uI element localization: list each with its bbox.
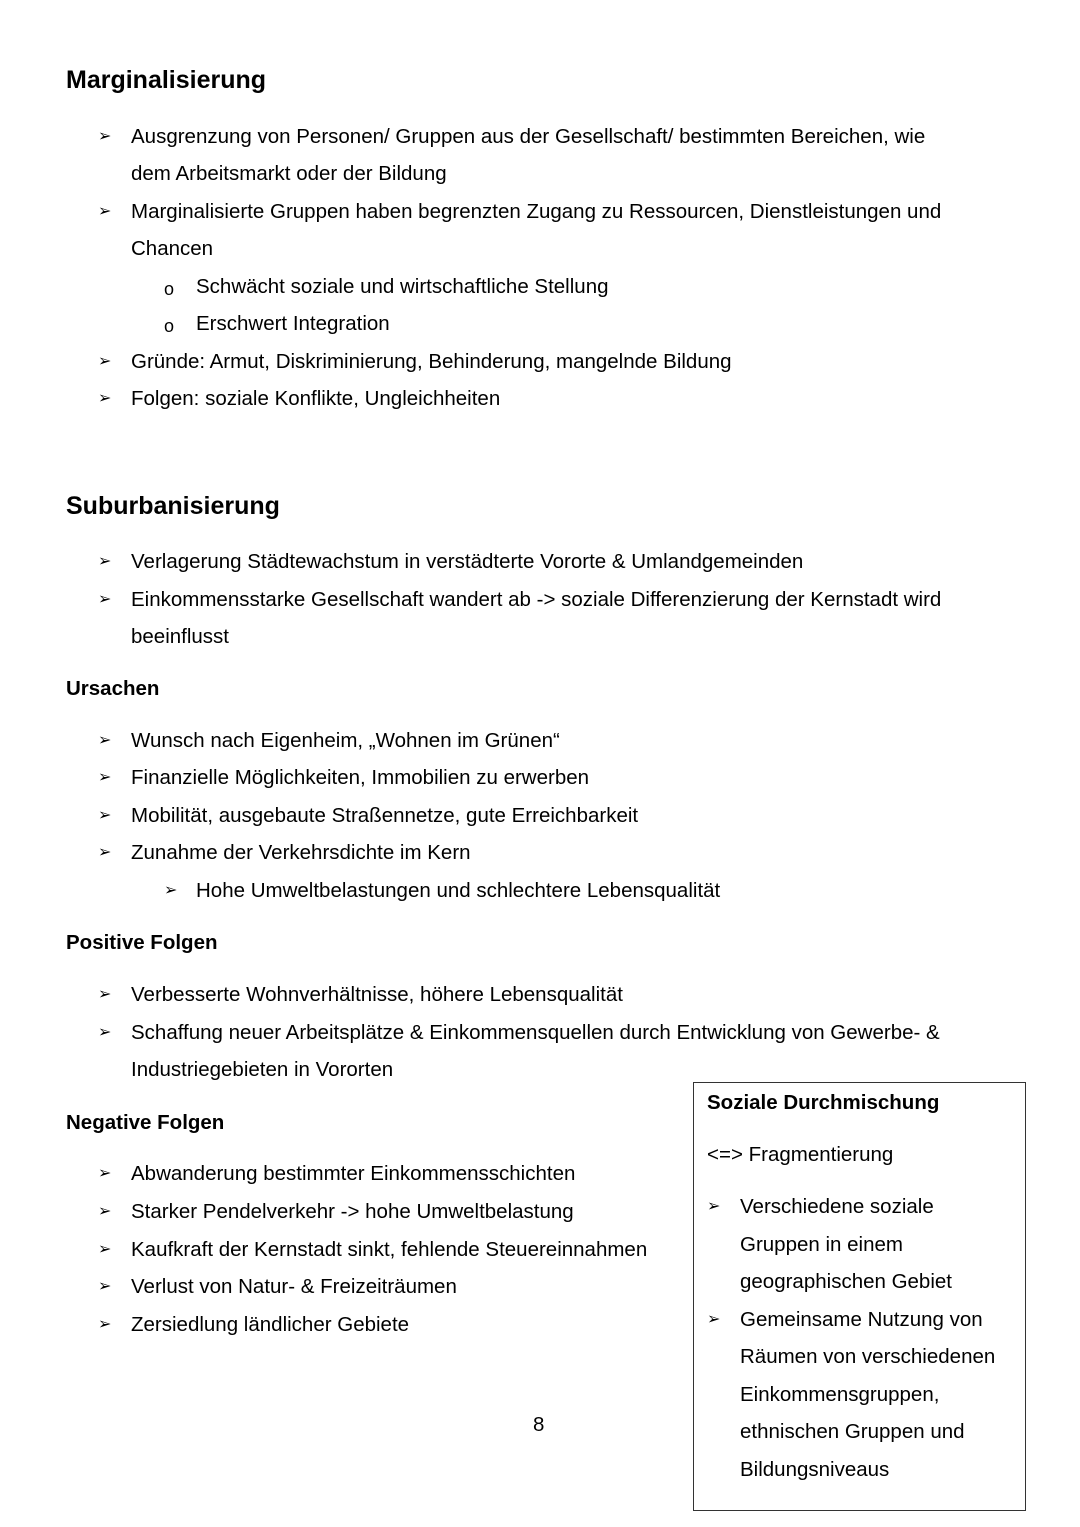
list-item: Kaufkraft der Kernstadt sinkt, fehlende Steuereinnahmen — [131, 1238, 648, 1261]
page-number: 8 — [533, 1413, 545, 1436]
arrow-bullet-icon: ➢ — [98, 1316, 112, 1333]
section-title-marginalisierung: Marginalisierung — [66, 66, 267, 94]
box-item-line: geographischen Gebiet — [740, 1270, 952, 1293]
arrow-bullet-icon: ➢ — [98, 1203, 112, 1220]
list-item: Verlust von Natur- & Freizeiträumen — [131, 1275, 457, 1298]
arrow-bullet-icon: ➢ — [98, 591, 112, 608]
box-subtitle: <=> Fragmentierung — [707, 1143, 894, 1166]
list-item-line: Gründe: Armut, Diskriminierung, Behinderung, mangelnde Bildung — [131, 350, 732, 373]
arrow-bullet-icon: ➢ — [98, 807, 112, 824]
subheading-negative-folgen: Negative Folgen — [66, 1111, 225, 1134]
subheading-ursachen: Ursachen — [66, 677, 160, 700]
arrow-bullet-icon: ➢ — [98, 844, 112, 861]
arrow-bullet-icon: ➢ — [98, 390, 112, 407]
box-item-line: Räumen von verschiedenen — [740, 1345, 996, 1368]
list-item-line: Verbesserte Wohnverhältnisse, höhere Lebensqualität — [131, 983, 623, 1006]
list-item: Abwanderung bestimmter Einkommensschichten — [131, 1162, 576, 1185]
arrow-bullet-icon: ➢ — [98, 1241, 112, 1258]
list-item-line: dem Arbeitsmarkt oder der Bildung — [131, 162, 447, 185]
circle-bullet-icon: o — [164, 316, 175, 336]
arrow-bullet-icon: ➢ — [98, 732, 112, 749]
sub-list-item: Erschwert Integration — [196, 312, 390, 335]
list-item-line: Marginalisierte Gruppen haben begrenzten Zugang zu Ressourcen, Dienstleistungen und — [131, 200, 942, 223]
list-item-line: Chancen — [131, 237, 214, 260]
box-item-line: ethnischen Gruppen und — [740, 1420, 965, 1443]
list-item-line: Industriegebieten in Vororten — [131, 1058, 394, 1081]
box-item-line: Gemeinsame Nutzung von — [740, 1308, 983, 1331]
list-item: Zersiedlung ländlicher Gebiete — [131, 1313, 410, 1336]
arrow-bullet-icon: ➢ — [164, 882, 178, 899]
arrow-bullet-icon: ➢ — [98, 128, 112, 145]
arrow-bullet-icon: ➢ — [98, 986, 112, 1003]
arrow-bullet-icon: ➢ — [98, 203, 112, 220]
list-item-line: Schaffung neuer Arbeitsplätze & Einkommensquellen durch Entwicklung von Gewerbe- & — [131, 1021, 940, 1044]
arrow-bullet-icon: ➢ — [98, 1024, 112, 1041]
arrow-bullet-icon: ➢ — [98, 553, 112, 570]
list-item: Finanzielle Möglichkeiten, Immobilien zu erwerben — [131, 766, 590, 789]
list-item: Starker Pendelverkehr -> hohe Umweltbelastung — [131, 1200, 574, 1223]
box-item-line: Verschiedene soziale — [740, 1195, 934, 1218]
arrow-bullet-icon: ➢ — [707, 1311, 721, 1328]
list-item-line: Folgen: soziale Konflikte, Ungleichheiten — [131, 387, 501, 410]
box-item-line: Gruppen in einem — [740, 1233, 903, 1256]
arrow-bullet-icon: ➢ — [707, 1198, 721, 1215]
section-title-suburbanisierung: Suburbanisierung — [66, 492, 280, 520]
list-item-line: Ausgrenzung von Personen/ Gruppen aus der Gesellschaft/ bestimmten Bereichen, wie — [131, 125, 926, 148]
list-item-line: beeinflusst — [131, 625, 230, 648]
arrow-bullet-icon: ➢ — [98, 1278, 112, 1295]
box-title: Soziale Durchmischung — [707, 1091, 940, 1114]
box-item-line: Bildungsniveaus — [740, 1458, 890, 1481]
arrow-bullet-icon: ➢ — [98, 1165, 112, 1182]
box-item-line: Einkommensgruppen, — [740, 1383, 940, 1406]
subheading-positive-folgen: Positive Folgen — [66, 931, 218, 954]
arrow-bullet-icon: ➢ — [98, 353, 112, 370]
list-item-line: Einkommensstarke Gesellschaft wandert ab -> soziale Differenzierung der Kernstadt wird — [131, 588, 942, 611]
list-item: Mobilität, ausgebaute Straßennetze, gute Erreichbarkeit — [131, 804, 639, 827]
list-item: Zunahme der Verkehrsdichte im Kern — [131, 841, 471, 864]
list-item: Wunsch nach Eigenheim, „Wohnen im Grünen“ — [131, 729, 560, 752]
list-item-line: Verlagerung Städtewachstum in verstädterte Vororte & Umlandgemeinden — [131, 550, 804, 573]
sub-list-item: Schwächt soziale und wirtschaftliche Stellung — [196, 275, 609, 298]
circle-bullet-icon: o — [164, 279, 175, 299]
sub-list-item: Hohe Umweltbelastungen und schlechtere Lebensqualität — [196, 879, 721, 902]
arrow-bullet-icon: ➢ — [98, 769, 112, 786]
